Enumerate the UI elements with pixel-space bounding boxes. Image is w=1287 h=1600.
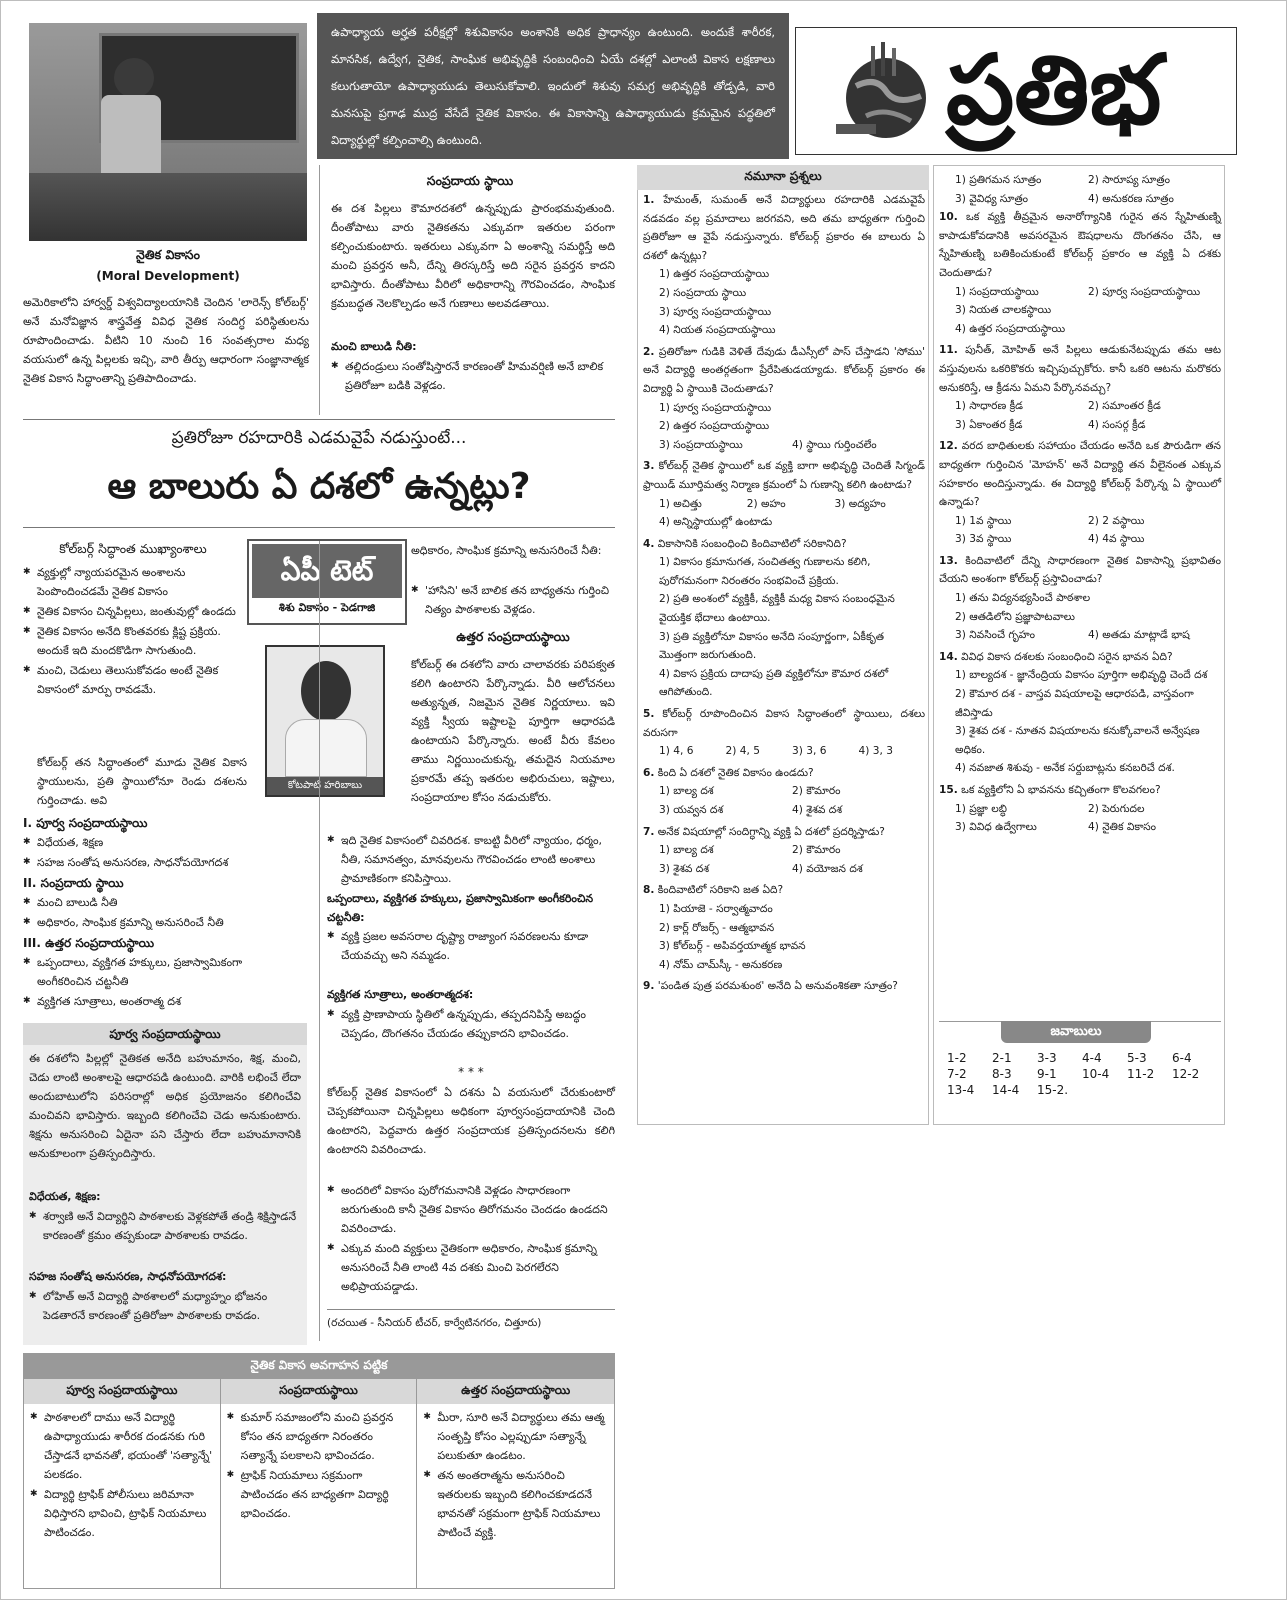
option: 3) శైశవ దశ - నూతన విషయాలను కనుక్కోవాలనే అన్వేషణ అధికం.: [955, 725, 1200, 756]
question-item: [643, 191, 925, 340]
answer-item: 1-2: [947, 1051, 967, 1065]
students-figure: [29, 173, 307, 241]
sampradaya-bullet: ✱ తల్లిదండ్రులు సంతోషిస్తారనే కారణంతో హిమవర్షిణి అనే బాలిక ప్రతిరోజూ బడికి వెళ్లడం.: [331, 357, 615, 395]
question-text: 10. ఒక వ్యక్తి తీవ్రమైన అనారోగ్యానికి గురైన తన స్నేహితుణ్ని కాపాడుకోవడానికి అవసరమైన ఔషధాలను దొంగతనం చేసి, ఆ స్నేహితుణ్ని బతికించుకుంటే కోల్‌బర్గ్ ప్రకారం ఆ వ్యక్తి ఏ దశకు చెందుతాడు?: [939, 211, 1221, 279]
answer-item: 15-2.: [1037, 1083, 1069, 1097]
question-options: [939, 397, 1221, 434]
uttara-text-b: [327, 773, 615, 829]
answer-item: 14-4: [992, 1083, 1020, 1097]
level-item: ✱ అధికారం, సాంఘిక క్రమాన్ని అనుసరించే నీతి: [23, 913, 247, 932]
purva-bullet: ✱ శర్వాణి అనే విద్యార్థిని పాఠశాలకు వెళ్లకపోతే తండ్రి శిక్షిస్తాడనే కారణంతో క్రమం తప్పకుండా పాఠశాలకు రావడం.: [29, 1207, 301, 1245]
question-item: [643, 881, 925, 974]
option: 1) ప్రతిగమన సూత్రం: [955, 174, 1042, 186]
option: 1) సంప్రదాయస్థాయి: [955, 285, 1039, 298]
level-title: III. ఉత్తర సంప్రదాయస్థాయి: [23, 936, 155, 950]
option: 2) కౌమారం: [792, 785, 841, 798]
pratibha-logo-box: [795, 27, 1237, 155]
option: 2) ఆతడిలోని ప్రజ్ఞాపాటవాలు: [955, 610, 1075, 623]
questions-column-2: [939, 171, 1221, 991]
question-options: [939, 666, 1221, 778]
level-title: I. పూర్వ సంప్రదాయస్థాయి: [23, 816, 148, 830]
table-column: [24, 1379, 221, 1589]
question-text: 15. ఒక వ్యక్తిలోని ఏ భావనను కచ్చితంగా కొలవగలం?: [939, 784, 1161, 796]
option: 4) అనుకరణ సూత్రం: [1088, 192, 1174, 205]
option: 4) వికాస ప్రక్రియ దాదాపు ప్రతి వ్యక్తిలోనూ కౌమార దశలో ఆగిపోతుంది.: [659, 667, 889, 699]
question-text: 1. హేమంత్, సుమంత్ అనే విద్యార్థులు రహదారికి ఎడమవైపే నడవడం వల్ల ప్రమాదాలు జరగవని, అది తమ బాధ్యతగా గుర్తించి ప్రతిరోజూ ఆ వైపే నడుస్తున్నారు. కోల్‌బర్గ్ ప్రకారం ఈ బాలురు ఏ దశలో ఉన్నట్లు?: [643, 194, 926, 262]
question-text: 12. వరద బాధితులకు సహాయం చేయడం అనేది ఒక పౌరుడిగా తన బాధ్యతగా గుర్తించిన 'మోహన్' అనే విద్యార్థి తన వీలైనంత ఎక్కువ సహకారం అందిస్తున్నాడు. ఈ విద్యార్థి కోల్‌బర్గ్ పేర్కొన్న ఏ స్థాయిలో ఉన్నాడు?: [939, 440, 1221, 509]
author-face: [301, 661, 351, 721]
question-item: [939, 648, 1221, 778]
option: 1) బాల్య దశ: [659, 844, 714, 857]
globe-icon: [826, 36, 946, 148]
option: 1) బాల్యదశ - జ్ఞానేంద్రియ వికాసం పూర్తిగా అభివృద్ధి చెందే దశ: [955, 669, 1208, 682]
question-options: [643, 782, 925, 819]
principle-item: కోల్‌బర్గ్ తన సిద్ధాంతంలో మూడు నైతిక వికాస స్థాయులను, ప్రతి స్థాయిలోనూ రెండు దశలను గుర్తించాడు. అవి: [37, 756, 247, 807]
question-text: 6. కింది ఏ దశలో నైతిక వికాసం ఉండదు?: [643, 766, 814, 779]
principle-item: ✱ నైతిక వికాసం చిన్నపిల్లలు, జంతువుల్లో ఉండదు: [23, 602, 247, 621]
purva-text: ఈ దశలోని పిల్లల్లో నైతికత అనేది బహుమానం, శిక్ష, మంచి, చెడు లాంటి అంశాలపై ఆధారపడి ఉంటుంది. వారికి లభించే లేదా అందుబాటులోని పరిసరాల్లో అధిక ప్రయోజనం కలిగించేవి మంచివని భావిస్తారు. ఇబ్బంది కలిగించేవి చెడు అనుకుంటారు. శిక్షను అనుసరించి ఏదైనా పని చేస్తారు లేదా బహుమానానికి అనుకూలంగా ప్రతిస్పందిస్తారు.: [29, 1052, 301, 1160]
answer-item: 11-2: [1127, 1067, 1155, 1081]
question-text: 9. 'పండిత పుత్ర పరమశుంఠ' అనేది ఏ అనువంశికతా సూత్రం?: [643, 980, 898, 993]
question-options: [939, 800, 1221, 837]
question-item: [643, 343, 925, 455]
answer-item: 4-4: [1082, 1051, 1102, 1065]
mid-top-text: అధికారం, సాంఘిక క్రమాన్ని అనుసరించే నీతి:: [411, 544, 602, 557]
question-options: [939, 589, 1221, 645]
table-grid: [24, 1379, 614, 1589]
answers-heading: జవాబులు: [1001, 1021, 1151, 1043]
option: 3) 3వ స్థాయి: [955, 533, 1012, 546]
questions-column-1: [643, 191, 925, 1121]
option: 4) అన్నిస్థాయుల్లో ఉంటాడు: [659, 516, 773, 529]
question-options: [939, 512, 1221, 549]
question-options: [643, 495, 925, 532]
table-col-head: ఉత్తర సంప్రదాయస్థాయి: [417, 1379, 614, 1404]
answer-item: 5-3: [1127, 1051, 1147, 1065]
headline-title: ఆ బాలురు ఏ దశలో ఉన్నట్లు?: [107, 466, 531, 507]
option: 1) పూర్వ సంప్రదాయస్థాయి: [659, 401, 772, 414]
option: 2) సంప్రదాయ స్థాయి: [659, 286, 747, 299]
level-item: ✱ ఒప్పందాలు, వ్యక్తిగత హక్కులు, ప్రజాస్వామికంగా అంగీకరించిన చట్టనీతి: [23, 953, 247, 991]
question-item: [939, 552, 1221, 645]
option: 1) తను విద్యనభ్యసించే పాఠశాల: [955, 592, 1091, 605]
mid-sub: ఒప్పందాలు, వ్యక్తిగత హక్కులు, ప్రజాస్వామికంగా అంగీకరించిన చట్టనీతి:: [327, 892, 594, 924]
question-item: [643, 977, 925, 996]
option: 2) అహం: [746, 497, 786, 510]
classroom-photo: [29, 23, 307, 241]
moral-table: [23, 1353, 615, 1589]
option: 3) 3, 6: [792, 745, 827, 758]
answer-item: 13-4: [947, 1083, 975, 1097]
level-item: ✱ సహజ సంతోష అనుసరణ, సాధనోపయోగదశ: [23, 853, 247, 872]
mid-bullet: ✱ వ్యక్తి ప్రాణాపాయ స్థితిలో ఉన్నప్పుడు, తప్పదనిపిస్తే అబద్ధం చెప్పడం, దొంగతనం చేయడం తప్పుకాదని భావించడం.: [327, 1005, 615, 1043]
headline-rule: [23, 419, 615, 420]
question-options: [643, 265, 925, 339]
question-options: [643, 742, 925, 761]
table-column: [221, 1379, 418, 1589]
option: 3) కోల్‌బర్గ్ - అపివర్తయాత్మక భావన: [659, 940, 806, 953]
table-col-head: సంప్రదాయస్థాయి: [221, 1379, 417, 1404]
option: 1) 1వ స్థాయి: [955, 514, 1012, 527]
teacher-figure: [114, 58, 154, 98]
answers-grid: [947, 1051, 1217, 1097]
headline-kicker: ప్రతిరోజూ రహదారికి ఎడమవైపే నడుస్తుంటే...: [171, 428, 467, 448]
option: 1) సాధారణ క్రీడ: [955, 400, 1023, 413]
question-text: 11. పునీత్, మోహిత్ అనే పిల్లలు ఆడుకునేటప్పుడు తమ ఆట వస్తువులను ఒకరికొకరు ఇచ్చిపుచ్చుకోరు. కానీ ఒకరి ఆటను మరొకరు అనుకరిస్తే, ఆ క్రీడను ఏమని పేర్కొనవచ్చు?: [939, 344, 1221, 394]
moral-intro: అమెరికాలోని హార్వర్డ్ విశ్వవిద్యాలయానికి చెందిన 'లారెన్స్ కోల్‌బర్గ్' అనే మనోవిజ్ఞాన శాస్త్రవేత్త వివిధ నైతిక సందిగ్ధ పరిస్థితులను రూపొందించాడు. వీటిని 10 నుంచి 16 సంవత్సరాల మధ్య వయసులో ఉన్న పిల్లలకు ఇచ్చి, వారి తీర్పు ఆధారంగా సంజ్ఞానాత్మక నైతిక వికాస సిద్ధాంతాన్ని ప్రతిపాదించాడు.: [23, 296, 309, 385]
question-item: [643, 535, 925, 702]
purva-sub: సహజ సంతోష అనుసరణ, సాధనోపయోగదశ:: [29, 1270, 227, 1283]
ap-tet-badge: [247, 539, 407, 625]
option: 3) ప్రతి వ్యక్తిలోనూ వికాసం అనేది సంపూర్ణంగా, ఏకీకృత మొత్తంగా జరుగుతుంది.: [659, 630, 884, 662]
intro-text: ఉపాధ్యాయ అర్హత పరీక్షల్లో శిశువికాసం అంశానికి అధిక ప్రాధాన్యం ఉంటుంది. అందుకే శారీరక, మానసిక, ఉద్వేగ, నైతిక, సాంఘిక అభివృద్ధికి సంబంధించి ఏయే దశల్లో ఎలాంటి వికాస లక్షణాలు కలుగుతాయో ఉపాధ్యాయుడు తెలుసుకోవాలి. ఇందులో శిశువు సమగ్ర అభివృద్ధికి తోడ్పడి, వారి మనసుపై ప్రగాఢ ముద్ర వేసేదే నైతిక వికాసం. ఈ వికాసాన్ని ఉపాధ్యాయుడు క్రమమైన పద్ధతిలో విద్యార్థుల్లో కల్పించాల్సి ఉంటుంది.: [331, 25, 775, 147]
question-item: [939, 437, 1221, 549]
mid-top-bullet: ✱ 'హాసిని' అనే బాలిక తన బాధ్యతను గుర్తించి నిత్యం పాఠశాలకు వెళ్లడం.: [411, 581, 615, 619]
sampradaya-text: ఈ దశ పిల్లలు కౌమారదశలో ఉన్నప్పుడు ప్రారంభమవుతుంది. దీంతోపాటు వారు నైతికతను ఎక్కువగా ఇతరుల పరంగా కల్పించుకుంటారు. ఇతరులు ఎక్కువగా ఏ అంశాన్ని సమర్థిస్తే అది మంచి ప్రవర్తన అనీ, దేన్ని తిరస్కరిస్తే అది సరైన ప్రవర్తన కాదని భావిస్తారు. దీంతోపాటు వీరిలో అధికారాన్ని గౌరవించడం, సాంఘిక క్రమబద్ధత నెలకొల్పడం అనే గుణాలు అలవడతాయి.: [331, 202, 615, 310]
option: 1) 4, 6: [659, 745, 694, 758]
table-cell: ✱ కుమార్ సమాజంలోని మంచి ప్రవర్తన కోసం తన బాధ్యతగా నిరంతరం సత్యాన్నే పలకాలని భావించడం.: [227, 1408, 411, 1465]
questions-heading: నమూనా ప్రశ్నలు: [637, 165, 929, 190]
question-item: [643, 705, 925, 761]
option: 3) ఏకాంతర క్రీడ: [955, 418, 1023, 431]
option: 4) నోమ్ చామ్‌స్కీ - అనుకరణ: [659, 958, 783, 971]
answer-item: 12-2: [1172, 1067, 1200, 1081]
option: 3) అద్యహం: [834, 497, 886, 510]
question-options: [643, 841, 925, 878]
option: 3) నియత చాలకస్థాయి: [955, 304, 1052, 317]
question-text: 4. వికాసానికి సంబంధించి కిందివాటిలో సరికానిది?: [643, 537, 847, 550]
option: 2) ఉత్తర సంప్రదాయస్థాయి: [659, 420, 770, 433]
purva-heading: పూర్వ సంప్రదాయస్థాయి: [23, 1023, 307, 1048]
author-shirt: [285, 719, 367, 777]
mid-bullet: ✱ వ్యక్తి ప్రజల అవసరాల దృష్ట్యా రాజ్యాంగ సవరణలను కూడా చేయవచ్చు అని నమ్మడం.: [327, 927, 615, 965]
principle-item: ✱ నైతిక వికాసం అనేది కొంతవరకు క్లిష్ట ప్రక్రియ. అందుకే ఇది మందకొడిగా సాగుతుంది.: [23, 622, 247, 660]
level-item: ✱ వ్యక్తిగత సూత్రాలు, అంతరాత్మ దశ: [23, 992, 247, 1011]
option: 3) యవ్వన దశ: [659, 804, 724, 816]
option: 3) వివిధ ఉద్వేగాలు: [955, 821, 1037, 834]
answer-item: 3-3: [1037, 1051, 1057, 1065]
purva-sub: విధేయత, శిక్షణ:: [29, 1190, 101, 1203]
option: 4) 4వ స్థాయి: [1088, 533, 1145, 546]
author-name: కోటపాటి హరిబాబు: [267, 777, 383, 795]
option: 1) ప్రజ్ఞా లబ్ధి: [955, 802, 1007, 815]
option: 1) పియాజె - సర్వాత్మవాదం: [659, 902, 773, 915]
answer-item: 2-1: [992, 1051, 1012, 1065]
question-options: [939, 171, 1221, 208]
answer-item: 7-2: [947, 1067, 967, 1081]
question-text: 8. కిందివాటిలో సరికాని జత ఏది?: [643, 884, 784, 897]
table-cell: ✱ ట్రాఫిక్ నియమాలు సక్రమంగా పాటించడం తన బాధ్యతగా విద్యార్థి భావించడం.: [227, 1466, 411, 1523]
option: 2) పెరుగుదల: [1088, 802, 1145, 815]
column-divider: [319, 541, 320, 1341]
credit-rule: [327, 1309, 615, 1310]
option: 1) అచిత్తు: [659, 497, 702, 510]
intro-box: [317, 13, 789, 159]
levels-list: [23, 813, 247, 1012]
table-cell: ✱ మీరా, సూరి అనే విద్యార్థులు తమ ఆత్మ సంతృప్తి కోసం ఎల్లప్పుడూ సత్యాన్నే పలుకుతూ ఉండటం.: [423, 1408, 608, 1465]
option: 4) ఉత్తర సంప్రదాయస్థాయి: [955, 322, 1066, 335]
option: 1) ఉత్తర సంప్రదాయస్థాయి: [659, 268, 770, 281]
uttara-heading: ఉత్తర సంప్రదాయస్థాయి: [456, 629, 570, 644]
question-text: 14. వివిధ వికాస దశలకు సంబంధించి సరైన భావన ఏది?: [939, 650, 1173, 663]
level-item: ✱ మంచి బాలుడి నీతి: [23, 893, 247, 912]
option: 3) పూర్వ సంప్రదాయస్థాయి: [659, 305, 772, 318]
option: 4) వయోజన దశ: [792, 862, 863, 875]
option: 3) శైశవ దశ: [659, 862, 710, 875]
table-cell: ✱ విద్యార్థి ట్రాఫిక్ పోలీసులు జరిమానా విధిస్తారని భావించి, ట్రాఫిక్ నియమాలు పాటించడం.: [30, 1485, 214, 1542]
option: 4) నియత సంప్రదాయస్థాయి: [659, 324, 776, 337]
sampradaya-bullets: [331, 357, 615, 396]
option: 2) కౌమారం: [792, 844, 841, 857]
question-options: [939, 283, 1221, 339]
sampradaya-sub: మంచి బాలుడి నీతి:: [331, 340, 417, 353]
column-divider: [319, 165, 320, 415]
question-item: [939, 208, 1221, 338]
question-item: [939, 781, 1221, 837]
question-item: [939, 341, 1221, 434]
author-credit: (రచయిత - సీనియర్ టీచర్, కార్వేటినగరం, చిత్తూరు): [327, 1317, 542, 1329]
level-title: II. సంప్రదాయ స్థాయి: [23, 876, 124, 890]
option: 4) స్థాయి గుర్తించలేం: [792, 438, 877, 451]
option: 4) నవజాత శిశువు - అనేక సర్దుబాట్లను కనబరిచే దశ.: [955, 762, 1175, 775]
mid-sub: వ్యక్తిగత సూత్రాలు, అంతరాత్మదశ:: [327, 988, 474, 1001]
question-item: [643, 764, 925, 820]
table-cell: ✱ పాఠశాలలో దాము అనే విద్యార్థి ఉపాధ్యాయుడు శారీరక దండనకు గురి చేస్తాడనే భావనతో, భయంతో 'సత్యాన్నే' పలకడం.: [30, 1408, 214, 1484]
closing-text: కోల్‌బర్గ్ నైతిక వికాసంలో ఏ దశను ఏ వయసులో చేరుకుంటారో చెప్పకపోయినా చిన్నపిల్లలు అధికంగా పూర్వసంప్రదాయానికి చెంది ఉంటారని, పెద్దవారు ఉత్తర సంప్రదాయక ప్రతిస్పందనలను కలిగి ఉంటారని వివరించాడు.: [327, 1086, 615, 1156]
option: 2) కార్ల్ రోజర్స్ - ఆత్మభావన: [659, 921, 775, 934]
question-text: 13. కిందివాటిలో దేన్ని సాధారణంగా నైతిక వికాసాన్ని ప్రభావితం చేయని అంశంగా కోల్‌బర్గ్ ప్రస్తావించాడు?: [939, 554, 1221, 586]
question-options: [643, 553, 925, 702]
badge-subtitle: శిశు వికాసం - పెడగాజి: [278, 601, 376, 614]
answer-item: 10-4: [1082, 1067, 1110, 1081]
closing-bullet: ✱ ఎక్కువ మంది వ్యక్తులు నైతికంగా అధికారం, సాంఘిక క్రమాన్ని అనుసరించే నీతి లాంటి 4వ దశకు మించి పెరగలేరని అభిప్రాయపడ్డాడు.: [327, 1239, 615, 1296]
question-text: 2. ప్రతిరోజూ గుడికి వెళితే దేవుడు డీఎస్సీలో పాస్ చేస్తాడని 'సోము' అనే విద్యార్థి అంతర్గతంగా ప్రేరేపితుడయ్యాడు. కోల్‌బర్గ్ ప్రకారం ఈ విద్యార్థి ఏ స్థాయికి చెందుతాడు?: [643, 345, 926, 395]
question-item: [643, 823, 925, 879]
answer-item: 8-3: [992, 1067, 1012, 1081]
option: 3) వైవిధ్య సూత్రం: [955, 192, 1029, 205]
option: 4) సంసర్గ క్రీడ: [1088, 418, 1146, 431]
section-stars: * * *: [458, 1065, 484, 1079]
badge-title: ఏపీ టెట్: [252, 544, 402, 598]
table-cell: ✱ తన అంతరాత్మను అనుసరించి ఇతరులకు ఇబ్బంది కలిగించకూడదనే భావనతో సక్రమంగా ట్రాఫిక్ నియమాలు పాటించే వ్యక్తి.: [423, 1466, 608, 1542]
question-text: 7. అనేక విషయాల్లో సందిగ్ధాన్ని వ్యక్తి ఏ దశలో ప్రదర్శిస్తాడు?: [643, 825, 885, 838]
option: 4) శైశవ దశ: [792, 804, 843, 816]
option: 1) వికాసం క్రమానుగత, సంచితత్వ గుణాలను కలిగి, పురోగమనంగా నిరంతరం సంభవించే ప్రక్రియ.: [659, 556, 871, 587]
sampradaya-heading: సంప్రదాయ స్థాయి: [426, 173, 514, 188]
question-item: [643, 457, 925, 531]
table-title: నైతిక వికాస అవగాహన పట్టిక: [24, 1354, 614, 1379]
answer-item: 6-4: [1172, 1051, 1192, 1065]
principles-heading: కోల్‌బర్గ్ సిద్ధాంత ముఖ్యాంశాలు: [59, 541, 207, 556]
closing-bullet: ✱ అందరిలో వికాసం పురోగమనానికి వెళ్లడం సాధారణంగా జరుగుతుంది కానీ నైతిక వికాసం తిరోగమనం చెందడం ఉండదని వివరించాడు.: [327, 1181, 615, 1238]
option: 3) నివసించే గృహం: [955, 629, 1035, 642]
table-column: [417, 1379, 614, 1589]
option: 3) సంప్రదాయస్థాయి: [659, 438, 743, 451]
option: 2) సమాంతర క్రీడ: [1088, 400, 1161, 413]
uttara-bullet: ✱ ఇది నైతిక వికాసంలో చివరిదశ. కాబట్టి వీరిలో న్యాయం, ధర్మం, నీతి, సమానత్వం, మానవులను గౌరవించడం లాంటి అంశాలు ప్రామాణికంగా కనిపిస్తాయి.: [327, 831, 615, 888]
question-options: [643, 900, 925, 974]
question-text: 5. కోల్‌బర్గ్ రూపొందించిన వికాస సిద్ధాంతంలో స్థాయిలు, దశలు వరుసగా: [643, 708, 925, 739]
uttara-text-a: కోల్‌బర్గ్ ఈ దశలోని వారు చాలావరకు పరిపక్వత కలిగి ఉంటారని పేర్కొన్నాడు. వీరి ఆలోచనలు అత్యున్నత, నిజమైన నైతిక నిర్ణయాలు. ఇవి వ్యక్తి స్వీయ ఇష్టాలపై పూర్తిగా ఆధారపడి ఉంటాయని పేర్కొన్నారు. అంటే వీరు కేవలం తాము నిర్ణయించుకున్న, తమదైన నియమాల ప్రకారమే తప్ప ఇతరుల అభిరుచులు, ఇష్టాలు, సంప్రదాయాల కోసం నడుచుకోరు.: [411, 658, 615, 804]
option: 2) సారూప్య సూత్రం: [1088, 174, 1170, 186]
question-options: [643, 399, 925, 455]
level-item: ✱ విధేయత, శిక్షణ: [23, 833, 247, 852]
answer-item: 9-1: [1037, 1067, 1057, 1081]
option: 4) 3, 3: [858, 745, 893, 758]
option: 2) 4, 5: [725, 745, 760, 758]
photo-caption-en: (Moral Development): [96, 269, 240, 283]
option: 2) పూర్వ సంప్రదాయస్థాయి: [1088, 285, 1201, 298]
option: 2) 2 వస్థాయి: [1088, 514, 1145, 527]
table-col-head: పూర్వ సంప్రదాయస్థాయి: [24, 1379, 220, 1404]
headline-rule: [23, 527, 615, 528]
principles-list: [23, 563, 247, 700]
option: 4) నైతిక వికాసం: [1088, 821, 1157, 834]
option: 4) అతడు మాట్లాడే భాష: [1088, 629, 1190, 642]
question-text: 3. కోల్‌బర్గ్ నైతిక స్థాయిలో ఒక వ్యక్తి బాగా అభివృద్ధి చెందితే సిగ్మండ్ ఫ్రాయిడ్ మూర్తిమత్వ నిర్మాణ క్రమంలో ఏ గుణాన్ని కలిగి ఉంటాడు?: [643, 460, 925, 491]
purva-bullet: ✱ లోహిత్ అనే విద్యార్థి పాఠశాలలో మధ్యాహ్నం భోజనం పెడతారనే కారణంతో ప్రతిరోజూ పాఠశాలకు రావడం.: [29, 1287, 301, 1325]
principle-item: ✱ వ్యక్తుల్లో న్యాయపరమైన అంశాలను పెంపొందించడమే నైతిక వికాసం: [23, 563, 247, 601]
option: 2) ప్రతి అంశంలో వ్యక్తికీ, వ్యక్తికీ మధ్య వికాస సంబంధమైన వైయక్తిక భేదాలు ఉంటాయి.: [659, 593, 895, 625]
logo-title: ప్రతిభ: [946, 34, 1162, 146]
principle-item: ✱ మంచి, చెడులు తెలుసుకోవడం అంటే నైతిక వికాసంలో మార్పు రావడమే.: [23, 661, 247, 699]
option: 2) కౌమార దశ - వాస్తవ విషయాలపై ఆధారపడి, వాస్తవంగా జీవిస్తాడు: [955, 688, 1194, 719]
option: 1) బాల్య దశ: [659, 785, 714, 798]
photo-caption: నైతిక వికాసం: [136, 247, 200, 262]
